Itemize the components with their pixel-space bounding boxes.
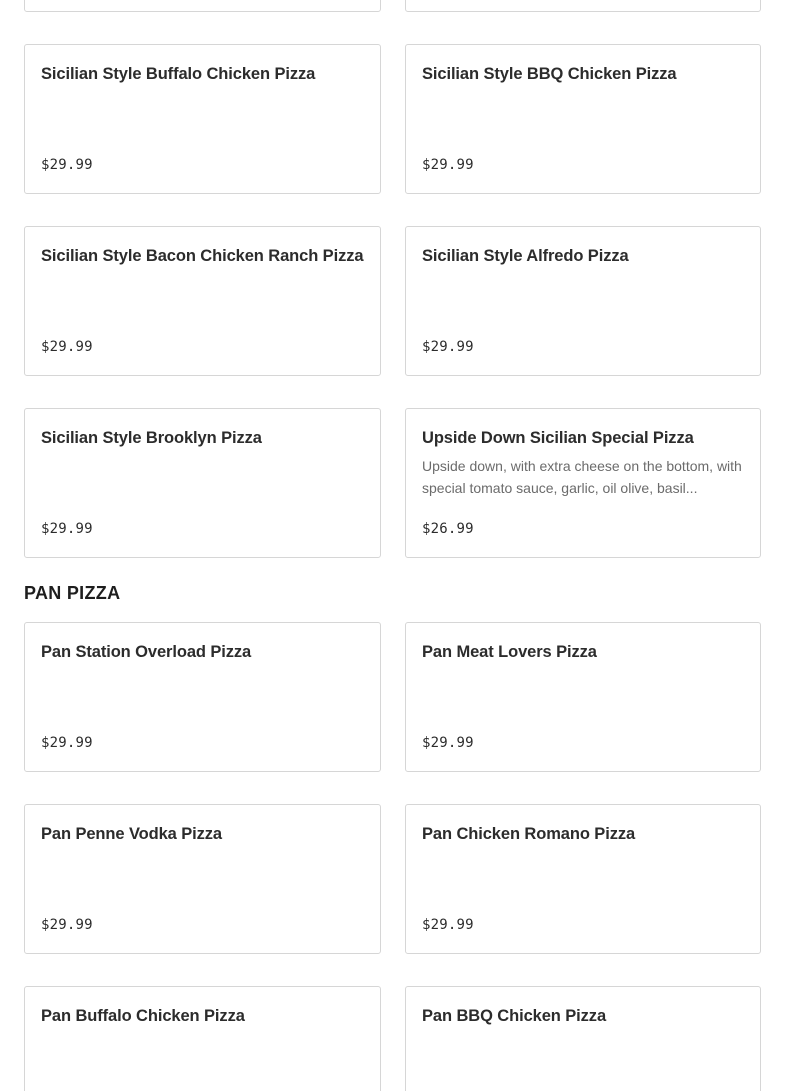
item-price: $26.99	[422, 521, 474, 537]
section-title-pan-pizza: PAN PIZZA	[24, 583, 121, 603]
item-name: Sicilian Style Bacon Chicken Ranch Pizza	[41, 247, 364, 265]
menu-item-card[interactable]	[405, 0, 761, 12]
menu-item-card[interactable]	[24, 804, 381, 954]
item-name: Pan Penne Vodka Pizza	[41, 825, 222, 843]
menu-item-card[interactable]	[405, 226, 761, 376]
menu-item-card[interactable]	[405, 986, 761, 1091]
item-name: Sicilian Style BBQ Chicken Pizza	[422, 65, 677, 83]
menu-item-card[interactable]	[405, 408, 761, 558]
item-price: $29.99	[422, 157, 474, 173]
item-name: Upside Down Sicilian Special Pizza	[422, 429, 694, 447]
menu-item-card[interactable]	[24, 44, 381, 194]
menu-item-card[interactable]	[24, 622, 381, 772]
item-name: Pan Chicken Romano Pizza	[422, 825, 636, 843]
menu-item-card[interactable]	[24, 408, 381, 558]
menu-item-card[interactable]	[24, 0, 381, 12]
item-name: Pan Station Overload Pizza	[41, 643, 252, 661]
item-name: Sicilian Style Alfredo Pizza	[422, 247, 629, 265]
item-name: Sicilian Style Brooklyn Pizza	[41, 429, 262, 447]
item-price: $29.99	[422, 917, 474, 933]
item-name: Pan BBQ Chicken Pizza	[422, 1007, 607, 1025]
item-price: $29.99	[41, 521, 93, 537]
menu-item-card[interactable]	[24, 986, 381, 1091]
menu-item-card[interactable]	[405, 622, 761, 772]
item-price: $29.99	[41, 735, 93, 751]
item-price: $29.99	[41, 339, 93, 355]
menu-item-card[interactable]	[405, 804, 761, 954]
item-price: $29.99	[422, 735, 474, 751]
item-price: $29.99	[422, 339, 474, 355]
menu-item-card[interactable]	[405, 44, 761, 194]
item-name: Pan Buffalo Chicken Pizza	[41, 1007, 245, 1025]
item-price: $29.99	[41, 157, 93, 173]
item-name: Pan Meat Lovers Pizza	[422, 643, 597, 661]
item-description: Upside down, with extra cheese on the bottom, with special tomato sauce, garlic, oil olive, basil...	[422, 458, 742, 496]
item-price: $29.99	[41, 917, 93, 933]
item-name: Sicilian Style Buffalo Chicken Pizza	[41, 65, 316, 83]
menu-item-card[interactable]	[24, 226, 381, 376]
